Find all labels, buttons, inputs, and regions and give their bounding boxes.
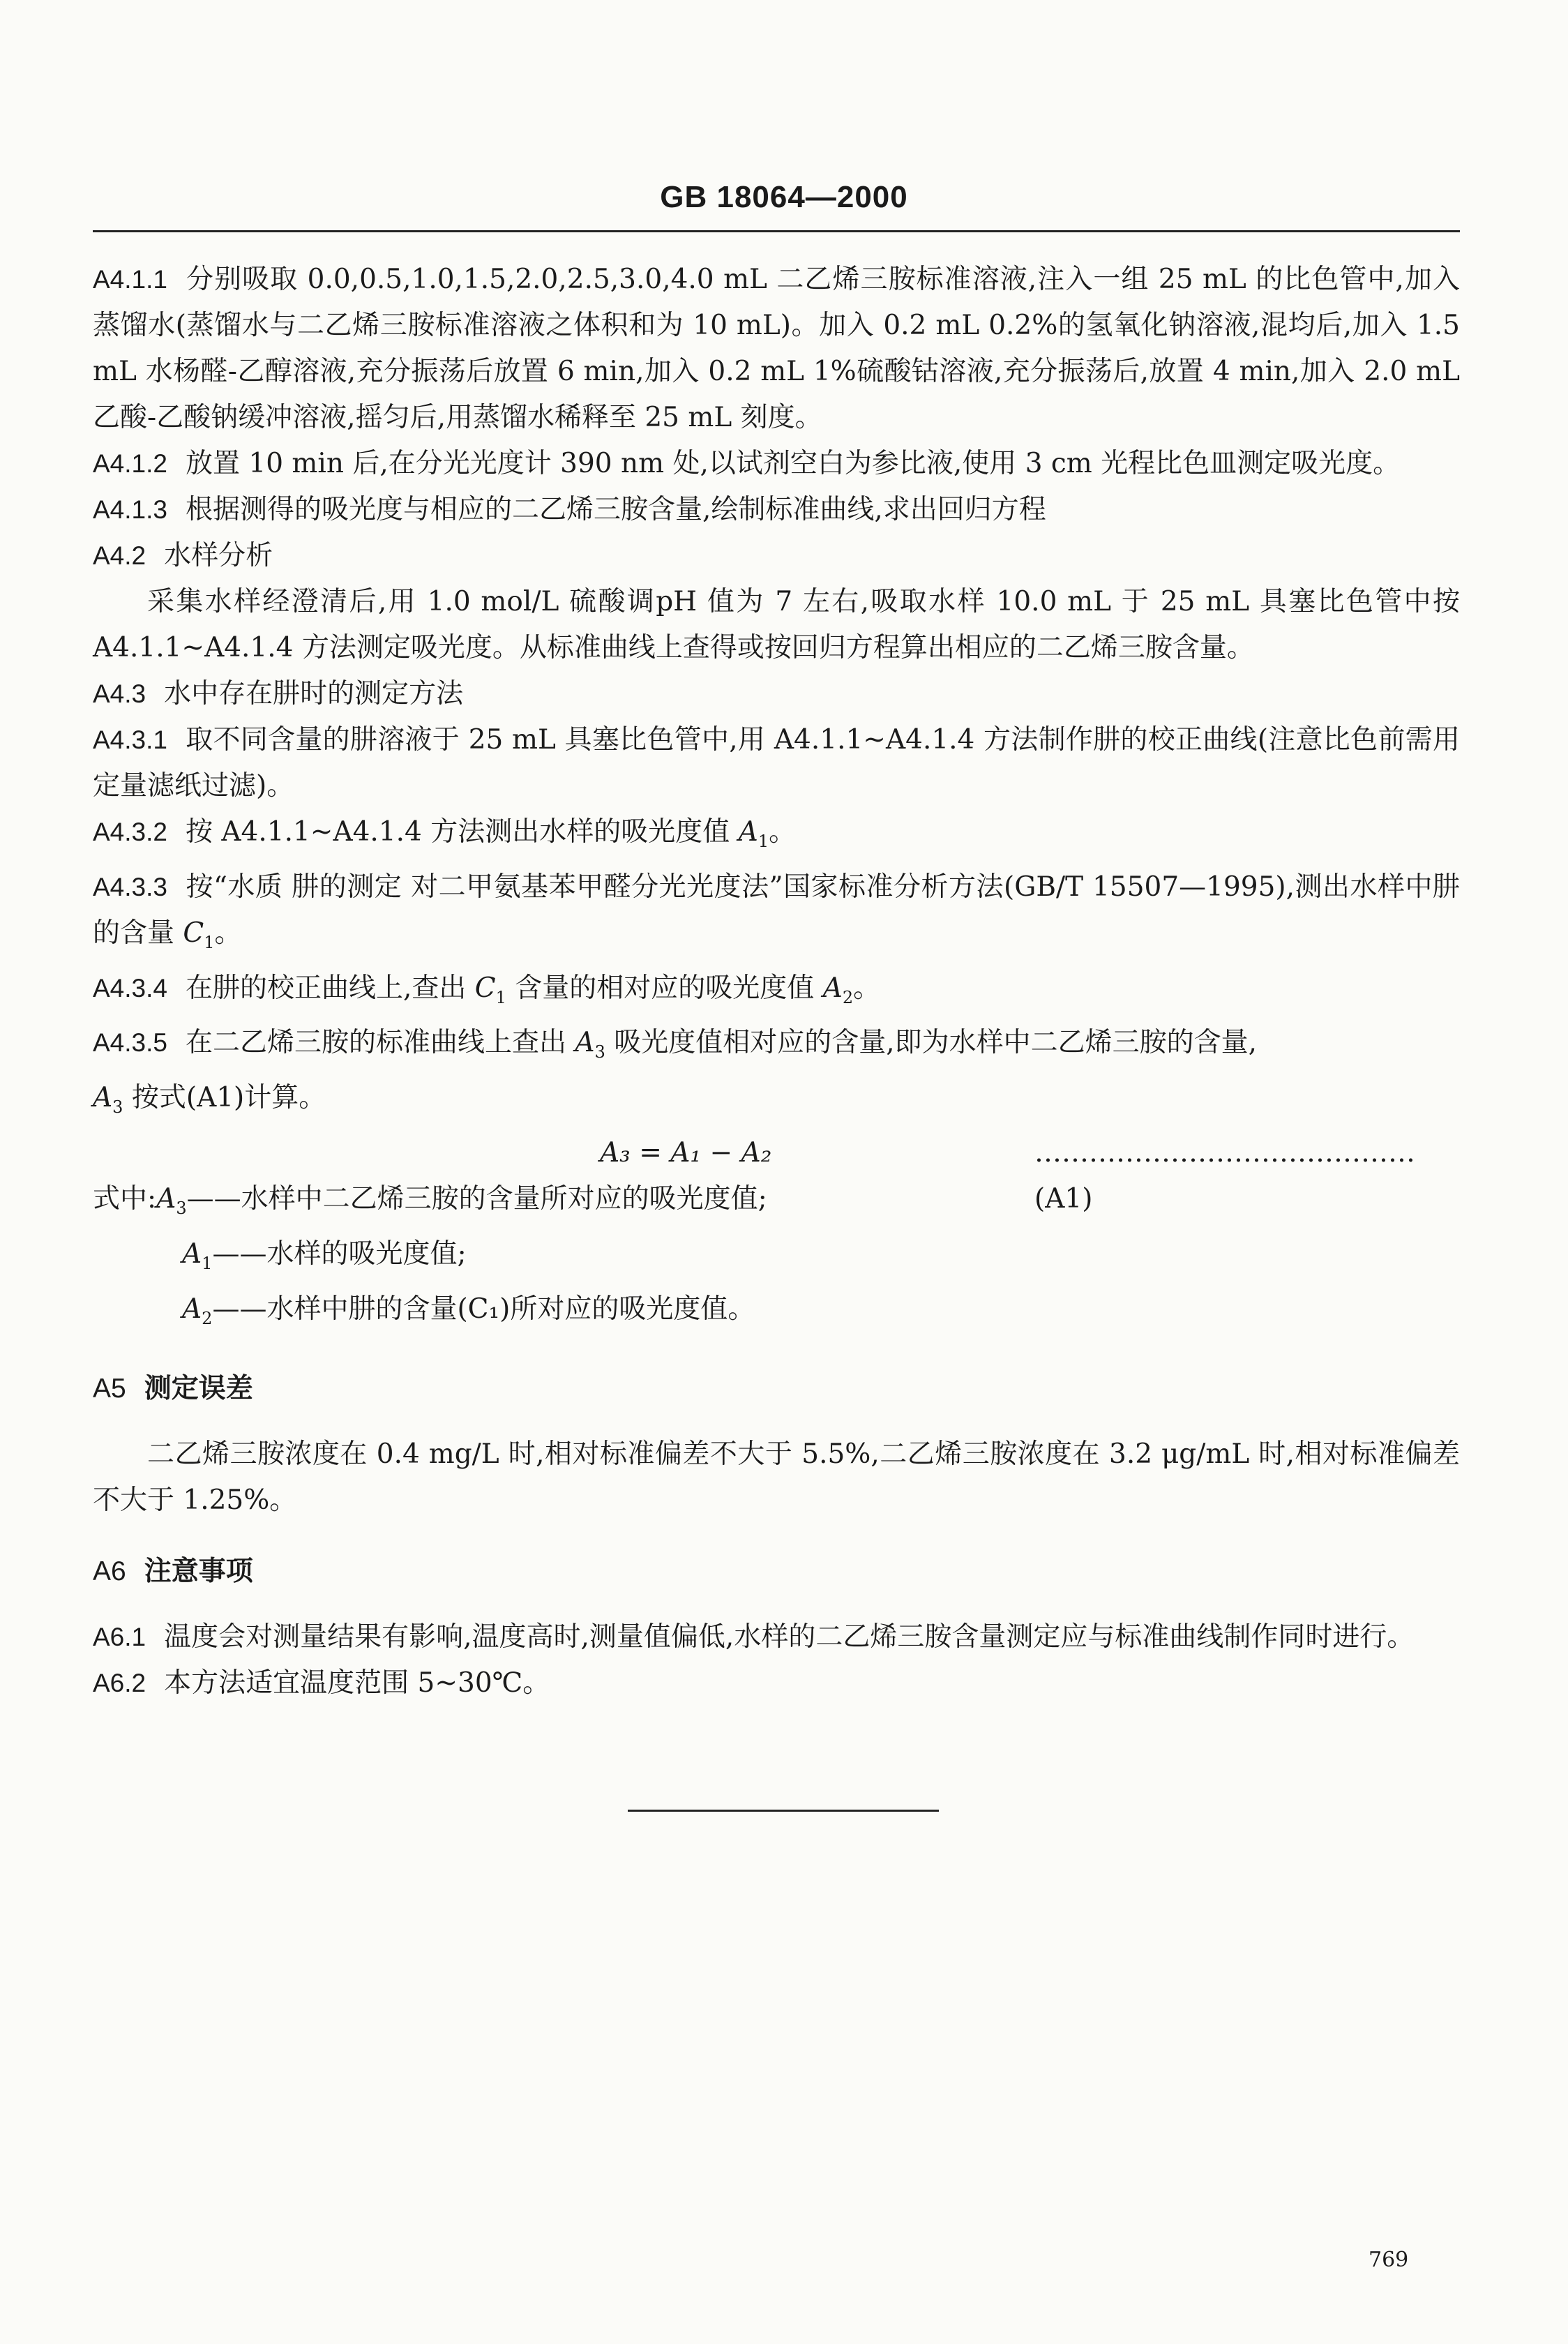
variable: A <box>156 1182 176 1215</box>
clause-number: A4.3.1 <box>93 726 167 754</box>
formula-expression: A₃ = A₁ − A₂ <box>600 1136 772 1169</box>
where-intro: 式中: <box>93 1182 157 1215</box>
clause-number: A4.3 <box>93 679 146 708</box>
clause-a4-3-2 <box>93 809 1460 864</box>
standard-code-header <box>0 180 1568 215</box>
clause-a4-1-1 <box>93 257 1460 441</box>
clause-number: A4.3.4 <box>93 973 167 1002</box>
clause-a4-3-5 <box>93 1020 1460 1130</box>
variable-subscript: 1 <box>202 1253 213 1273</box>
section-title: 测定误差 <box>144 1374 253 1404</box>
variable-subscript: 3 <box>594 1042 605 1062</box>
clause-text: 取不同含量的肼溶液于 25 mL 具塞比色管中,用 A4.1.1~A4.1.4 方法制作肼的校正曲线(注意比色前需用定量滤纸过滤)。 <box>93 724 1460 802</box>
clause-number: A4.1.1 <box>93 265 167 294</box>
clause-text: 温度会对测量结果有影响,温度高时,测量值偏低,水样的二乙烯三胺含量测定应与标准曲线制作同时进行。 <box>164 1621 1415 1653</box>
clause-text: 在二乙烯三胺的标准曲线上查出 <box>185 1027 575 1059</box>
variable-definition: ——水样中二乙烯三胺的含量所对应的吸光度值; <box>186 1182 767 1215</box>
clause-number: A4.3.3 <box>93 872 167 901</box>
variable-definition: ——水样中肼的含量(C₁)所对应的吸光度值。 <box>212 1293 755 1325</box>
clause-number: A4.3.2 <box>93 818 167 846</box>
clause-a4-3-1 <box>93 717 1460 809</box>
section-number: A5 <box>93 1374 126 1404</box>
clause-a4-2-heading <box>93 533 1460 579</box>
section-a5-text: 二乙烯三胺浓度在 0.4 mg/L 时,相对标准偏差不大于 5.5%,二乙烯三胺浓度在 3.2 μg/mL 时,相对标准偏差不大于 1.25%。 <box>93 1438 1460 1517</box>
variable-subscript: 1 <box>204 932 215 952</box>
clause-a4-1-2 <box>93 441 1460 487</box>
clause-number: A4.1.2 <box>93 449 167 478</box>
variable-subscript: 2 <box>842 987 854 1007</box>
clause-text: 按式(A1)计算。 <box>123 1082 326 1114</box>
clause-a4-3-3 <box>93 864 1460 966</box>
document-body <box>93 257 1460 1706</box>
clause-a6-1 <box>93 1614 1460 1660</box>
variable: A <box>822 972 843 1004</box>
where-line-2 <box>93 1231 1460 1286</box>
end-rule <box>628 1810 939 1812</box>
clause-number: A4.2 <box>93 541 146 570</box>
section-a6-heading <box>93 1549 1460 1595</box>
clause-title: 水样分析 <box>164 540 273 571</box>
variable-subscript: 3 <box>112 1097 123 1117</box>
page-number: 769 <box>1369 2248 1409 2272</box>
clause-end: 。 <box>214 917 242 949</box>
clause-text: 本方法适宜温度范围 5~30℃。 <box>164 1667 550 1699</box>
clause-title: 水中存在肼时的测定方法 <box>164 678 464 709</box>
variable-subscript: 1 <box>495 987 506 1007</box>
variable: C <box>183 917 204 949</box>
variable-subscript: 1 <box>757 831 769 851</box>
variable-subscript: 2 <box>202 1308 213 1328</box>
clause-a4-1-3 <box>93 487 1460 533</box>
clause-a4-2-text: 采集水样经澄清后,用 1.0 mol/L 硫酸调pH 值为 7 左右,吸取水样 10.0 mL 于 25 mL 具塞比色管中按 A4.1.1~A4.1.4 方法测定吸光度。从标准曲线上查得或按回归方程算出相应的二乙烯三胺含量。 <box>93 586 1460 663</box>
clause-text: 按 A4.1.1~A4.1.4 方法测出水样的吸光度值 <box>185 816 739 848</box>
variable: A <box>738 816 758 848</box>
variable: A <box>93 1082 113 1114</box>
clause-text: 在肼的校正曲线上,查出 <box>185 972 475 1004</box>
variable: C <box>474 972 496 1004</box>
clause-number: A4.1.3 <box>93 495 167 524</box>
variable-subscript: 3 <box>176 1198 187 1218</box>
clause-number: A4.3.5 <box>93 1028 167 1058</box>
clause-a4-3-heading <box>93 671 1460 717</box>
variable: A <box>182 1293 202 1325</box>
clause-text: 根据测得的吸光度与相应的二乙烯三胺含量,绘制标准曲线,求出回归方程 <box>185 494 1046 525</box>
section-a5-heading <box>93 1366 1460 1412</box>
clause-text: 吸光度值相对应的含量,即为水样中二乙烯三胺的含量, <box>605 1027 1258 1059</box>
clause-end: 。 <box>769 816 797 848</box>
header-rule <box>93 230 1460 232</box>
where-line-3 <box>93 1286 1460 1342</box>
standard-code: GB 18064—2000 <box>660 180 908 214</box>
clause-number: A6.2 <box>93 1669 146 1698</box>
clause-text: 按“水质 肼的测定 对二甲氨基苯甲醛分光光度法”国家标准分析方法(GB/T 15507—1995),测出水样中肼的含量 <box>93 871 1460 949</box>
clause-text: 放置 10 min 后,在分光光度计 390 nm 处,以试剂空白为参比液,使用 3 cm 光程比色皿测定吸光度。 <box>185 448 1401 479</box>
clause-text: 分别吸取 0.0,0.5,1.0,1.5,2.0,2.5,3.0,4.0 mL 二乙烯三胺标准溶液,注入一组 25 mL 的比色管中,加入蒸馏水(蒸馏水与二乙烯三胺标准溶液之体积和为 10 mL)。加入 0.2 mL 0.2%的氢氧化钠溶液,混均后,加入 1.5 mL 水杨醛-乙醇溶液,充分振荡后放置 6 min,加入 0.2 mL 1%硫酸钴溶液,充分振荡后,放置 4 min,加入 2.0 mL 乙酸-乙酸钠缓冲溶液,摇匀后,用蒸馏水稀释至 25 mL 刻度。 <box>93 264 1460 433</box>
variable-definition: ——水样的吸光度值; <box>212 1238 467 1270</box>
section-number: A6 <box>93 1556 126 1587</box>
clause-end: 。 <box>853 972 881 1004</box>
clause-text: 含量的相对应的吸光度值 <box>506 972 823 1004</box>
variable: A <box>182 1238 202 1270</box>
formula-label: ……………………………………(A1) <box>1034 1136 1415 1215</box>
clause-a4-3-4 <box>93 966 1460 1021</box>
clause-a6-2 <box>93 1660 1460 1706</box>
variable: A <box>575 1027 595 1059</box>
section-title: 注意事项 <box>144 1556 253 1587</box>
clause-number: A6.1 <box>93 1623 146 1652</box>
